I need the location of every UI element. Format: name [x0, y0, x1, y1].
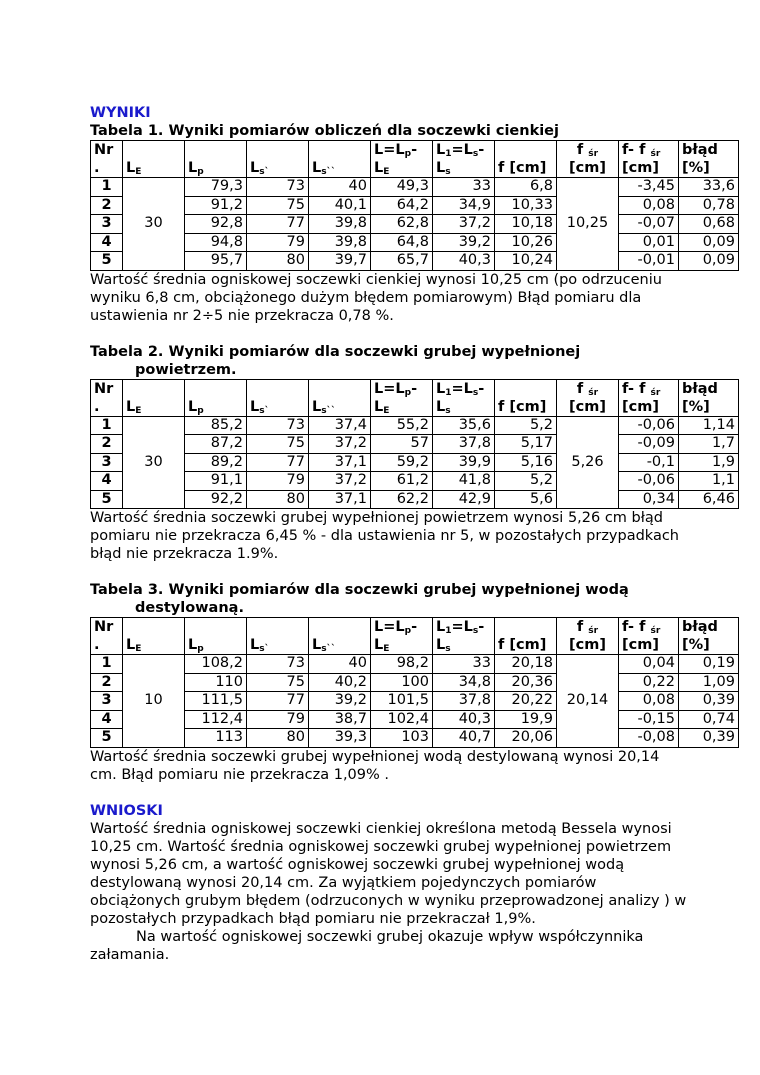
- cell-lp: 89,2: [185, 453, 247, 472]
- table-header-row: [91, 141, 739, 178]
- table-note: Wartość średnia soczewki grubej wypełnionej wodą destylowaną wynosi 20,14 cm. Błąd pomiaru nie przekracza 1,09% .: [90, 748, 660, 783]
- cell-ls2: 37,2: [309, 472, 371, 491]
- cell-error: 1,09: [679, 673, 739, 692]
- cell-l1: 37,8: [433, 692, 495, 711]
- cell-l1: 40,3: [433, 252, 495, 271]
- cell-ls2: 37,4: [309, 416, 371, 435]
- header-ls1: $L_{s`}$: [247, 379, 309, 416]
- cell-diff: 0,04: [619, 655, 679, 674]
- table-row: [91, 416, 739, 435]
- table-caption-continuation: destylowaną.: [135, 600, 244, 616]
- cell-f: 5,16: [495, 453, 557, 472]
- header-error: błąd [%]: [679, 379, 739, 416]
- header-ls2: $L_{s``}$: [309, 379, 371, 416]
- table-block-1: [90, 122, 735, 325]
- cell-lp: 108,2: [185, 655, 247, 674]
- cell-ls1: 75: [247, 196, 309, 215]
- cell-nr: 5: [91, 252, 123, 271]
- table-caption-text: Tabela 3. Wyniki pomiarów dla soczewki grubej wypełnionej wodą: [90, 582, 629, 598]
- table-caption: [90, 581, 690, 617]
- cell-f: 6,8: [495, 178, 557, 197]
- cell-error: 0,74: [679, 710, 739, 729]
- cell-f: 10,33: [495, 196, 557, 215]
- cell-diff: 0,22: [619, 673, 679, 692]
- cell-diff: -0,08: [619, 729, 679, 748]
- header-ls2: $L_{s``}$: [309, 618, 371, 655]
- cell-f: 20,18: [495, 655, 557, 674]
- cell-ls1: 80: [247, 252, 309, 271]
- table-row: [91, 196, 739, 215]
- cell-ls1: 73: [247, 416, 309, 435]
- cell-error: 33,6: [679, 178, 739, 197]
- cell-lp: 87,2: [185, 435, 247, 454]
- cell-f: 5,2: [495, 416, 557, 435]
- cell-f: 5,2: [495, 472, 557, 491]
- cell-diff: -3,45: [619, 178, 679, 197]
- cell-l1: 37,2: [433, 215, 495, 234]
- cell-l: 101,5: [371, 692, 433, 711]
- cell-error: 1,14: [679, 416, 739, 435]
- header-diff: f- f $_{śr}$ [cm]: [619, 618, 679, 655]
- table-caption: [90, 122, 690, 140]
- results-table: [90, 617, 739, 748]
- cell-error: 0,19: [679, 655, 739, 674]
- cell-lp: 94,8: [185, 233, 247, 252]
- cell-error: 6,46: [679, 490, 739, 509]
- cell-l: 57: [371, 435, 433, 454]
- cell-ls2: 37,2: [309, 435, 371, 454]
- cell-ls2: 37,1: [309, 490, 371, 509]
- conclusions-paragraph-2-text: Na wartość ogniskowej soczewki grubej okazuje wpływ współczynnika załamania.: [90, 928, 644, 963]
- cell-error: 0,09: [679, 233, 739, 252]
- cell-f: 20,36: [495, 673, 557, 692]
- conclusions-paragraph-2: [90, 928, 690, 964]
- cell-ls1: 75: [247, 673, 309, 692]
- cell-diff: -0,09: [619, 435, 679, 454]
- cell-diff: 0,08: [619, 692, 679, 711]
- cell-lp: 113: [185, 729, 247, 748]
- cell-l: 62,2: [371, 490, 433, 509]
- cell-l1: 39,9: [433, 453, 495, 472]
- cell-lp: 91,2: [185, 196, 247, 215]
- cell-l1: 40,3: [433, 710, 495, 729]
- table-row: [91, 729, 739, 748]
- header-f: f [cm]: [495, 141, 557, 178]
- cell-nr: 3: [91, 692, 123, 711]
- cell-ls1: 80: [247, 490, 309, 509]
- cell-ls2: 39,2: [309, 692, 371, 711]
- cell-nr: 1: [91, 178, 123, 197]
- header-fsr: f $_{śr}$ [cm]: [557, 618, 619, 655]
- cell-ls1: 79: [247, 710, 309, 729]
- cell-le: 30: [123, 178, 185, 271]
- cell-ls2: 40: [309, 178, 371, 197]
- cell-diff: -0,06: [619, 472, 679, 491]
- table-caption-text: Tabela 2. Wyniki pomiarów dla soczewki grubej wypełnionej: [90, 343, 581, 360]
- table-block-2: [90, 343, 735, 564]
- cell-error: 1,9: [679, 453, 739, 472]
- header-nr: Nr .: [91, 618, 123, 655]
- cell-lp: 85,2: [185, 416, 247, 435]
- cell-ls2: 39,7: [309, 252, 371, 271]
- cell-ls2: 39,3: [309, 729, 371, 748]
- cell-l1: 41,8: [433, 472, 495, 491]
- header-le: $L_E$: [123, 141, 185, 178]
- table-row: [91, 692, 739, 711]
- table-row: [91, 453, 739, 472]
- cell-f: 10,18: [495, 215, 557, 234]
- cell-fsr: 5,26: [557, 416, 619, 509]
- header-le: $L_E$: [123, 618, 185, 655]
- cell-lp: 112,4: [185, 710, 247, 729]
- cell-f: 10,24: [495, 252, 557, 271]
- cell-ls1: 77: [247, 453, 309, 472]
- table-block-3: [90, 581, 735, 784]
- cell-l1: 33: [433, 655, 495, 674]
- table-row: [91, 710, 739, 729]
- table-header-row: [91, 618, 739, 655]
- cell-le: 30: [123, 416, 185, 509]
- cell-ls2: 40: [309, 655, 371, 674]
- header-f: f [cm]: [495, 379, 557, 416]
- header-f: f [cm]: [495, 618, 557, 655]
- cell-ls1: 79: [247, 472, 309, 491]
- header-l1: $L_1=L_s-$ $L_s$: [433, 141, 495, 178]
- cell-fsr: 10,25: [557, 178, 619, 271]
- cell-diff: 0,08: [619, 196, 679, 215]
- header-l: $L=L_p-$ $L_E$: [371, 379, 433, 416]
- cell-lp: 92,2: [185, 490, 247, 509]
- cell-nr: 4: [91, 710, 123, 729]
- tables-container: [90, 122, 735, 784]
- cell-l1: 40,7: [433, 729, 495, 748]
- cell-ls2: 39,8: [309, 215, 371, 234]
- header-lp: $L_p$: [185, 618, 247, 655]
- results-table: [90, 140, 739, 271]
- cell-ls1: 80: [247, 729, 309, 748]
- cell-fsr: 20,14: [557, 655, 619, 748]
- cell-diff: -0,07: [619, 215, 679, 234]
- cell-f: 19,9: [495, 710, 557, 729]
- cell-l: 65,7: [371, 252, 433, 271]
- header-le: $L_E$: [123, 379, 185, 416]
- header-nr: Nr .: [91, 141, 123, 178]
- cell-error: 0,39: [679, 729, 739, 748]
- cell-l1: 42,9: [433, 490, 495, 509]
- cell-l: 64,8: [371, 233, 433, 252]
- cell-l1: 39,2: [433, 233, 495, 252]
- cell-error: 1,7: [679, 435, 739, 454]
- cell-ls1: 73: [247, 655, 309, 674]
- cell-nr: 2: [91, 435, 123, 454]
- header-l: $L=L_p-$ $L_E$: [371, 141, 433, 178]
- cell-l: 98,2: [371, 655, 433, 674]
- cell-lp: 92,8: [185, 215, 247, 234]
- cell-f: 5,17: [495, 435, 557, 454]
- table-row: [91, 215, 739, 234]
- header-diff: f- f $_{śr}$ [cm]: [619, 141, 679, 178]
- cell-nr: 3: [91, 215, 123, 234]
- table-row: [91, 655, 739, 674]
- cell-l: 64,2: [371, 196, 433, 215]
- cell-ls2: 37,1: [309, 453, 371, 472]
- cell-l: 55,2: [371, 416, 433, 435]
- header-ls1: $L_{s`}$: [247, 141, 309, 178]
- cell-ls2: 38,7: [309, 710, 371, 729]
- cell-error: 0,78: [679, 196, 739, 215]
- cell-diff: -0,01: [619, 252, 679, 271]
- cell-f: 5,6: [495, 490, 557, 509]
- cell-l: 61,2: [371, 472, 433, 491]
- cell-l: 100: [371, 673, 433, 692]
- table-caption-text: Tabela 1. Wyniki pomiarów obliczeń dla soczewki cienkiej: [90, 123, 559, 139]
- cell-ls2: 39,8: [309, 233, 371, 252]
- header-fsr: f $_{śr}$ [cm]: [557, 141, 619, 178]
- table-note: Wartość średnia soczewki grubej wypełnionej powietrzem wynosi 5,26 cm błąd pomiaru nie przekracza 6,45 % - dla ustawienia nr 5, w pozostałych przypadkach błąd nie przekracza 1.9%.: [90, 510, 679, 562]
- table-caption-continuation: powietrzem.: [135, 361, 237, 378]
- cell-l1: 35,6: [433, 416, 495, 435]
- cell-lp: 79,3: [185, 178, 247, 197]
- header-diff: f- f $_{śr}$ [cm]: [619, 379, 679, 416]
- cell-l: 59,2: [371, 453, 433, 472]
- cell-l: 102,4: [371, 710, 433, 729]
- header-fsr: f $_{śr}$ [cm]: [557, 379, 619, 416]
- results-heading: WYNIKI: [90, 105, 151, 121]
- table-note: Wartość średnia ogniskowej soczewki cienkiej wynosi 10,25 cm (po odrzuceniu wyniku 6,8 cm, obciążonego dużym błędem pomiarowym) Błąd pomiaru dla ustawienia nr 2÷5 nie przekracza 0,78 %.: [90, 271, 662, 324]
- cell-nr: 4: [91, 233, 123, 252]
- table-caption: [90, 343, 690, 379]
- cell-f: 20,22: [495, 692, 557, 711]
- header-l1: $L_1=L_s-$ $L_s$: [433, 379, 495, 416]
- header-l: $L=L_p-$ $L_E$: [371, 618, 433, 655]
- cell-nr: 5: [91, 490, 123, 509]
- cell-f: 10,26: [495, 233, 557, 252]
- table-row: [91, 673, 739, 692]
- cell-nr: 3: [91, 453, 123, 472]
- cell-nr: 1: [91, 416, 123, 435]
- cell-nr: 1: [91, 655, 123, 674]
- header-error: błąd [%]: [679, 618, 739, 655]
- conclusions-paragraph-1: Wartość średnia ogniskowej soczewki cienkiej określona metodą Bessela wynosi 10,25 cm. Wartość średnia ogniskowej soczewki grubej wypełnionej powietrzem wynosi 5,26 cm, a wartość ogniskowej soczewki grubej wypełnionej wodą destylowaną wynosi 20,14 cm. Za wyjątkiem pojedynczych pomiarów obciążonych grubym błędem (odrzuconych w wyniku przeprowadzonej analizy ) w pozostałych przypadkach błąd pomiaru nie przekraczał 1,9%.: [90, 820, 687, 927]
- cell-ls2: 40,1: [309, 196, 371, 215]
- header-lp: $L_p$: [185, 379, 247, 416]
- cell-diff: -0,15: [619, 710, 679, 729]
- cell-diff: -0,06: [619, 416, 679, 435]
- conclusions-heading: WNIOSKI: [90, 802, 163, 819]
- cell-ls1: 77: [247, 692, 309, 711]
- cell-lp: 110: [185, 673, 247, 692]
- header-lp: $L_p$: [185, 141, 247, 178]
- table-row: [91, 252, 739, 271]
- cell-error: 0,39: [679, 692, 739, 711]
- header-ls2: $L_{s``}$: [309, 141, 371, 178]
- table-row: [91, 178, 739, 197]
- cell-l: 103: [371, 729, 433, 748]
- cell-error: 0,68: [679, 215, 739, 234]
- cell-l1: 34,8: [433, 673, 495, 692]
- cell-lp: 111,5: [185, 692, 247, 711]
- table-row: [91, 233, 739, 252]
- cell-nr: 2: [91, 196, 123, 215]
- cell-nr: 5: [91, 729, 123, 748]
- cell-ls1: 73: [247, 178, 309, 197]
- cell-error: 1,1: [679, 472, 739, 491]
- results-table: [90, 379, 739, 510]
- cell-ls2: 40,2: [309, 673, 371, 692]
- cell-l1: 34,9: [433, 196, 495, 215]
- cell-l: 49,3: [371, 178, 433, 197]
- cell-nr: 2: [91, 673, 123, 692]
- table-row: [91, 490, 739, 509]
- header-ls1: $L_{s`}$: [247, 618, 309, 655]
- cell-lp: 95,7: [185, 252, 247, 271]
- document-page: [90, 104, 735, 964]
- cell-le: 10: [123, 655, 185, 748]
- cell-error: 0,09: [679, 252, 739, 271]
- cell-ls1: 75: [247, 435, 309, 454]
- table-header-row: [91, 379, 739, 416]
- header-l1: $L_1=L_s-$ $L_s$: [433, 618, 495, 655]
- cell-ls1: 77: [247, 215, 309, 234]
- cell-diff: -0,1: [619, 453, 679, 472]
- table-row: [91, 472, 739, 491]
- cell-l1: 37,8: [433, 435, 495, 454]
- cell-diff: 0,34: [619, 490, 679, 509]
- cell-f: 20,06: [495, 729, 557, 748]
- cell-l1: 33: [433, 178, 495, 197]
- cell-ls1: 79: [247, 233, 309, 252]
- cell-diff: 0,01: [619, 233, 679, 252]
- header-error: błąd [%]: [679, 141, 739, 178]
- cell-l: 62,8: [371, 215, 433, 234]
- header-nr: Nr .: [91, 379, 123, 416]
- table-row: [91, 435, 739, 454]
- cell-nr: 4: [91, 472, 123, 491]
- cell-lp: 91,1: [185, 472, 247, 491]
